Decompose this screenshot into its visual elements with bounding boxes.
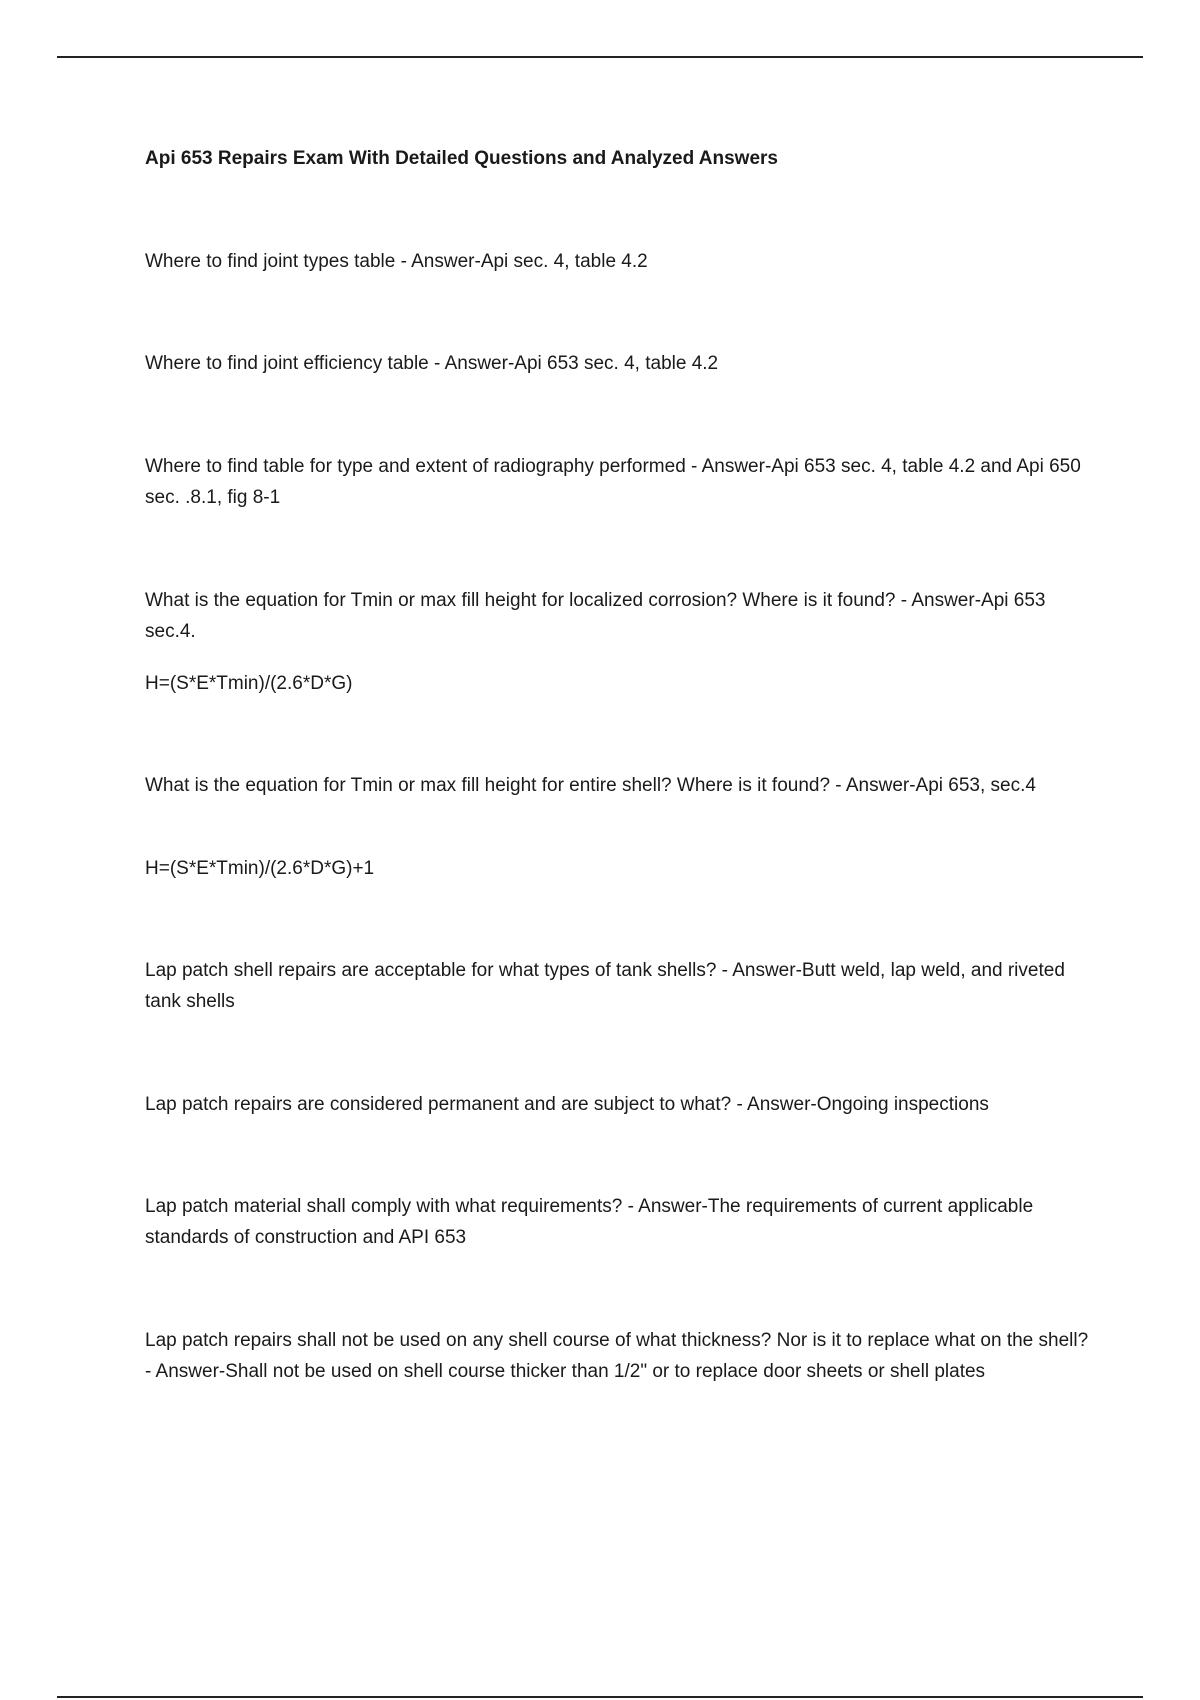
document-title: Api 653 Repairs Exam With Detailed Questions and Analyzed Answers	[145, 148, 778, 169]
qa-item: Lap patch repairs shall not be used on any shell course of what thickness? Nor is it to replace what on the shell? - Answer-Shall not be used on shell course thicker than 1/2" or to replace door sheets or shell plates	[145, 1330, 1089, 1382]
qa-item: Where to find joint types table - Answer-Api sec. 4, table 4.2	[145, 251, 648, 272]
qa-item: Lap patch shell repairs are acceptable for what types of tank shells? - Answer-Butt weld, lap weld, and riveted tank shells	[145, 960, 1065, 1012]
qa-item: What is the equation for Tmin or max fill height for localized corrosion? Where is it found? - Answer-Api 653 sec.4.	[145, 590, 1046, 642]
qa-item: Where to find joint efficiency table - Answer-Api 653 sec. 4, table 4.2	[145, 353, 719, 374]
header-rule	[57, 56, 1143, 58]
qa-formula: H=(S*E*Tmin)/(2.6*D*G)+1	[145, 858, 375, 879]
qa-formula: H=(S*E*Tmin)/(2.6*D*G)	[145, 673, 353, 694]
qa-item: Lap patch material shall comply with what requirements? - Answer-The requirements of current applicable standards of construction and API 653	[145, 1196, 1034, 1248]
qa-item: What is the equation for Tmin or max fill height for entire shell? Where is it found? - Answer-Api 653, sec.4	[145, 775, 1036, 796]
footer-rule	[57, 1696, 1143, 1698]
qa-item: Lap patch repairs are considered permanent and are subject to what? - Answer-Ongoing inspections	[145, 1094, 989, 1115]
qa-item: Where to find table for type and extent of radiography performed - Answer-Api 653 sec. 4, table 4.2 and Api 650 sec. .8.1, fig 8-1	[145, 456, 1081, 508]
